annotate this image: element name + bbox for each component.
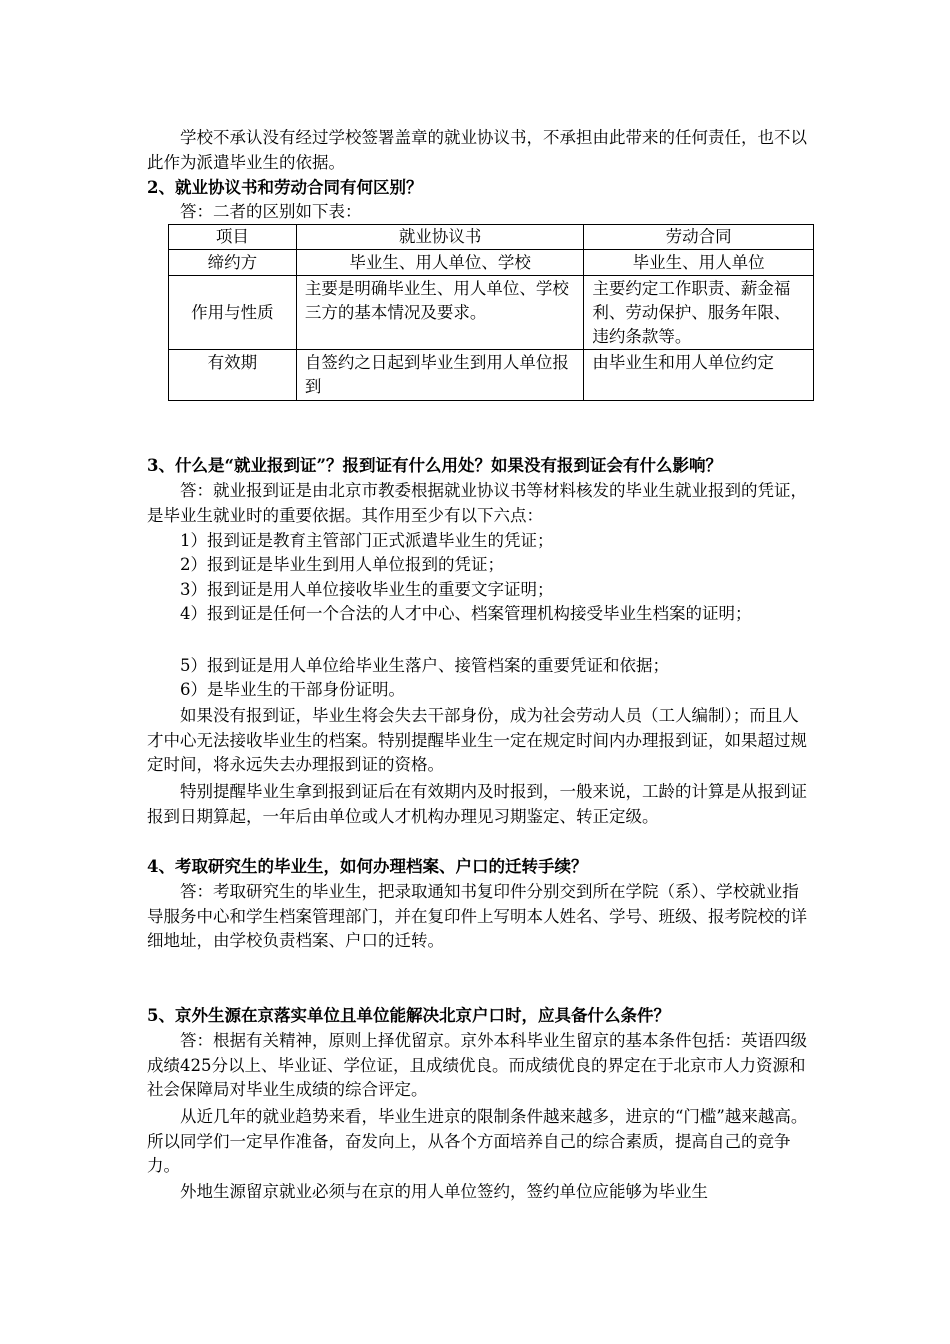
question-5-paragraph: 外地生源留京就业必须与在京的用人单位签约，签约单位应能够为毕业生: [180, 1182, 708, 1201]
question-5-paragraph: 答：根据有关精神，原则上择优留京。京外本科毕业生留京的基本条件包括：英语四级成绩425分以上、毕业证、学位证，且成绩优良。而成绩优良的界定在于北京市人力资源和社会保障局对毕业生成绩的综合评定。: [147, 1031, 807, 1099]
table-cell: 由毕业生和用人单位约定: [584, 350, 814, 401]
table-cell: 毕业生、用人单位: [584, 250, 814, 276]
question-2-answer-intro: 答：二者的区别如下表：: [180, 202, 362, 221]
table-cell: 作用与性质: [169, 276, 297, 350]
table-row: [169, 276, 814, 350]
list-item: 6）是毕业生的干部身份证明。: [180, 680, 405, 699]
intro-paragraph: 学校不承认没有经过学校签署盖章的就业协议书，不承担由此带来的任何责任，也不以此作为派遣毕业生的依据。: [147, 128, 807, 172]
question-3-paragraph: 如果没有报到证，毕业生将会失去干部身份，成为社会劳动人员（工人编制）；而且人才中心无法接收毕业生的档案。特别提醒毕业生一定在规定时间内办理报到证，如果超过规定时间，将永远失去办理报到证的资格。: [147, 706, 807, 774]
table-header-cell: 项目: [169, 225, 297, 250]
question-3-paragraph: 答：就业报到证是由北京市教委根据就业协议书等材料核发的毕业生就业报到的凭证，是毕业生就业时的重要依据。其作用至少有以下六点：: [147, 481, 807, 525]
table-cell: 毕业生、用人单位、学校: [296, 250, 584, 276]
question-2-heading: 2、就业协议书和劳动合同有何区别？: [147, 178, 423, 197]
question-3-heading: 3、什么是“就业报到证”？报到证有什么用处？如果没有报到证会有什么影响？: [147, 456, 722, 475]
table-row: [169, 250, 814, 276]
table-cell: 主要是明确毕业生、用人单位、学校三方的基本情况及要求。: [296, 276, 584, 350]
list-item: 5）报到证是用人单位给毕业生落户、接管档案的重要凭证和依据；: [180, 656, 669, 675]
comparison-table: [168, 224, 814, 401]
table-header-cell: 劳动合同: [584, 225, 814, 250]
list-item: 1）报到证是教育主管部门正式派遣毕业生的凭证；: [180, 531, 554, 550]
table-row: [169, 350, 814, 401]
table-header-cell: 就业协议书: [296, 225, 584, 250]
list-item: 2）报到证是毕业生到用人单位报到的凭证；: [180, 555, 504, 574]
question-4-heading: 4、考取研究生的毕业生，如何办理档案、户口的迁转手续？: [147, 857, 588, 876]
list-item: 3）报到证是用人单位接收毕业生的重要文字证明；: [180, 580, 554, 599]
table-cell: 有效期: [169, 350, 297, 401]
question-5-paragraph: 从近几年的就业趋势来看，毕业生进京的限制条件越来越多，进京的“门槛”越来越高。所以同学们一定早作准备，奋发向上，从各个方面培养自己的综合素质，提高自己的竞争力。: [147, 1107, 808, 1175]
question-3-paragraph: 特别提醒毕业生拿到报到证后在有效期内及时报到，一般来说，工龄的计算是从报到证报到日期算起，一年后由单位或人才机构办理见习期鉴定、转正定级。: [147, 782, 807, 826]
list-item: 4）报到证是任何一个合法的人才中心、档案管理机构接受毕业生档案的证明；: [180, 604, 752, 623]
table-cell: 主要约定工作职责、薪金福利、劳动保护、服务年限、违约条款等。: [584, 276, 814, 350]
question-5-heading: 5、京外生源在京落实单位且单位能解决北京户口时，应具备什么条件？: [147, 1006, 670, 1025]
table-cell: 缔约方: [169, 250, 297, 276]
table-header-row: [169, 225, 814, 250]
question-4-paragraph: 答：考取研究生的毕业生，把录取通知书复印件分别交到所在学院（系）、学校就业指导服务中心和学生档案管理部门，并在复印件上写明本人姓名、学号、班级、报考院校的详细地址，由学校负责档案、户口的迁转。: [147, 882, 807, 950]
table-cell: 自签约之日起到毕业生到用人单位报到: [296, 350, 584, 401]
